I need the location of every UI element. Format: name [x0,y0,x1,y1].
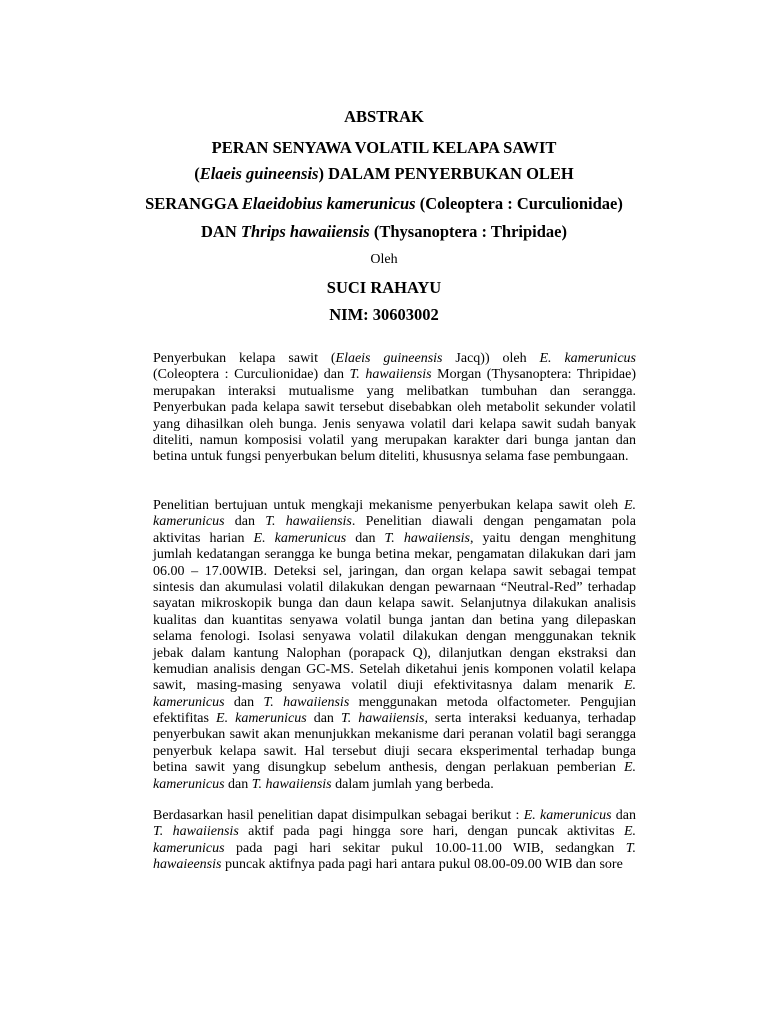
species-name: T. hawaiiensis, [340,711,428,727]
title-line-3: SERANGGA Elaeidobius kamerunicus (Coleoptera : Curculionidae) [145,194,623,213]
text-line [153,744,636,760]
text-line [153,580,636,596]
species-name: E. [623,824,636,840]
text-run: dalam jumlah yang berbeda. [331,776,494,792]
text-run: Jacq)) oleh [442,351,540,366]
text-line [153,727,636,743]
text-run: pada pagi hari sekitar pukul 10.00-11.00 WIB, sedangkan [224,840,626,856]
text-line [153,808,636,824]
text-line [153,564,636,580]
species-name: E. [623,498,636,513]
text-line [153,613,636,629]
text-line [153,777,636,793]
text-run: dan [224,776,252,792]
text-run: jumlah kedatangan serangga ke bunga betina mekar, pengamatan dilakukan dari jam [153,547,636,563]
text-run: efektifitas [153,711,217,727]
species-name: hawaieensis [153,857,222,873]
species-name: kamerunicus [153,840,225,856]
text-run: sayatan mikroskopik bunga dan daun kelapa sawit. Selanjutnya dilakukan analisis [153,596,636,612]
text-line [153,646,636,662]
text-line [153,547,636,563]
species-name: kamerunicus [153,694,225,710]
species-name: E. kamerunicus [216,711,307,727]
species-name: kamerunicus [153,514,225,530]
text-line [153,857,636,873]
text-line [153,629,636,645]
text-run: Morgan (Thysanoptera: Thripidae) [431,367,636,383]
text-run: serta interaksi keduanya, terhadap [427,711,636,727]
text-run: merupakan interaksi mutualisme yang melibatkan tumbuhan dan serangga. [153,383,636,399]
text-run: penyerbukan sawit akan menunjukkan mekanisme dari peranan volatil bagi serangga [153,727,636,743]
species-name: T. hawaiiensis [263,694,350,710]
species-name: E. [623,760,636,776]
species-name: Thrips hawaiiensis [240,222,370,241]
text-run: sintesis dan akumulasi volatil dilakukan dengan pewarnaan “Neutral-Red” terhadap [153,579,636,595]
species-name: E. kamerunicus [523,808,612,823]
text-run: kemudian analisis dengan GC-MS. Setelah diketahui jenis komponen volatil kelapa [153,661,636,677]
species-name: E. kamerunicus [539,351,636,366]
text-line [153,417,636,433]
paragraph-2 [153,498,636,793]
species-name: T. hawaiiensis [265,514,352,530]
species-name: T. [625,840,636,856]
text-line [153,596,636,612]
text-run: yang dihasilkan oleh bunga. Jenis senyawa volatil dari kelapa sawit sudah banyak [153,416,636,432]
text-run: . Penelitian diawali dengan pengamatan pola [351,514,636,530]
abstract-heading: ABSTRAK [344,107,424,126]
species-name: Elaeis guineensis [335,351,443,366]
by-label: Oleh [370,252,398,267]
text-line [153,662,636,678]
text-line [153,514,636,530]
text-line [153,678,636,694]
text-line [153,498,636,514]
species-name: T. hawaiiensis [251,776,332,792]
text-run: dan [346,530,385,546]
text-line [153,449,636,465]
text-run: (Coleoptera : Curculionidae) dan [153,367,350,383]
text-run: dan [611,808,636,823]
text-line [153,367,636,383]
text-run: diteliti, namun komposisi volatil yang merupakan karakter dari bunga jantan dan [153,432,636,448]
text-run: puncak aktifnya pada pagi hari antara pukul 08.00-09.00 WIB dan sore [221,857,623,873]
text-run: betina sawit yang disungkup sebelum anthesis, dengan perlakuan pemberian [153,760,624,776]
student-id: NIM: 30603002 [329,305,439,324]
text-run: Penelitian bertujuan untuk mengkaji mekanisme penyerbukan kelapa sawit oleh [153,498,624,513]
text-line [153,433,636,449]
text-run: 06.00 – 17.00WIB. Deteksi sel, jaringan, dan organ kelapa sawit sebagai tempat [153,563,636,579]
text-line [153,695,636,711]
text-run: menggunakan metoda olfactometer. Pengujian [349,694,636,710]
text-run: aktivitas harian [153,530,254,546]
text-run: sawit, masing-masing senyawa volatil diuji efektivitasnya dalam menarik [153,678,624,694]
species-name: E. [623,678,636,694]
text-run: Berdasarkan hasil penelitian dapat disimpulkan sebagai berikut : [153,808,524,823]
species-name: Elaeidobius kamerunicus [241,194,416,213]
text-run: jebak dalam kantung Nalophan (porapack Q), dilanjutkan dengan ekstraksi dan [153,645,636,661]
text-run: kualitas dan kuantitas senyawa volatil bunga jantan dan betina yang dilepaskan [153,612,636,628]
paragraph-1 [153,351,636,466]
text-line [153,531,636,547]
species-name: T. hawaiiensis [153,824,239,840]
author-name: SUCI RAHAYU [326,278,442,297]
text-line [153,841,636,857]
text-line [153,760,636,776]
species-name: T. hawaiiensis [349,367,432,383]
species-name: E. kamerunicus [253,530,347,546]
text-run: betina untuk fungsi penyerbukan belum diteliti, khususnya selama fase pembungaan. [153,449,629,465]
text-line [153,824,636,840]
title-line-4: DAN Thrips hawaiiensis (Thysanoptera : Thripidae) [201,222,567,241]
text-run: Penyerbukan pada kelapa sawit tersebut disebabkan oleh metabolit sekunder volatil [153,400,636,416]
text-run: aktif pada pagi hingga sore hari, dengan puncak aktivitas [238,824,624,840]
species-name: Elaeis guineensis [199,164,319,183]
paragraph-3 [153,808,636,874]
text-run: Penyerbukan kelapa sawit ( [153,351,336,366]
text-run: dan [224,694,264,710]
text-run: , yaitu dengan menghitung [469,530,636,546]
title-line-1: PERAN SENYAWA VOLATIL KELAPA SAWIT [211,138,557,157]
text-line [153,384,636,400]
text-run: dan [306,711,341,727]
text-line [153,351,636,367]
title-line-2: (Elaeis guineensis) DALAM PENYERBUKAN OLEH [194,164,574,183]
species-name: T. hawaiiensis [384,530,470,546]
text-line [153,400,636,416]
text-run: dan [224,514,266,530]
text-line [153,711,636,727]
text-run: selama fenologi. Isolasi senyawa volatil dilakukan dengan menggunakan teknik [153,629,636,645]
species-name: kamerunicus [153,776,225,792]
text-run: penyerbuk kelapa sawit. Hal tersebut diuji secara eksperimental terhadap bunga [153,743,636,759]
